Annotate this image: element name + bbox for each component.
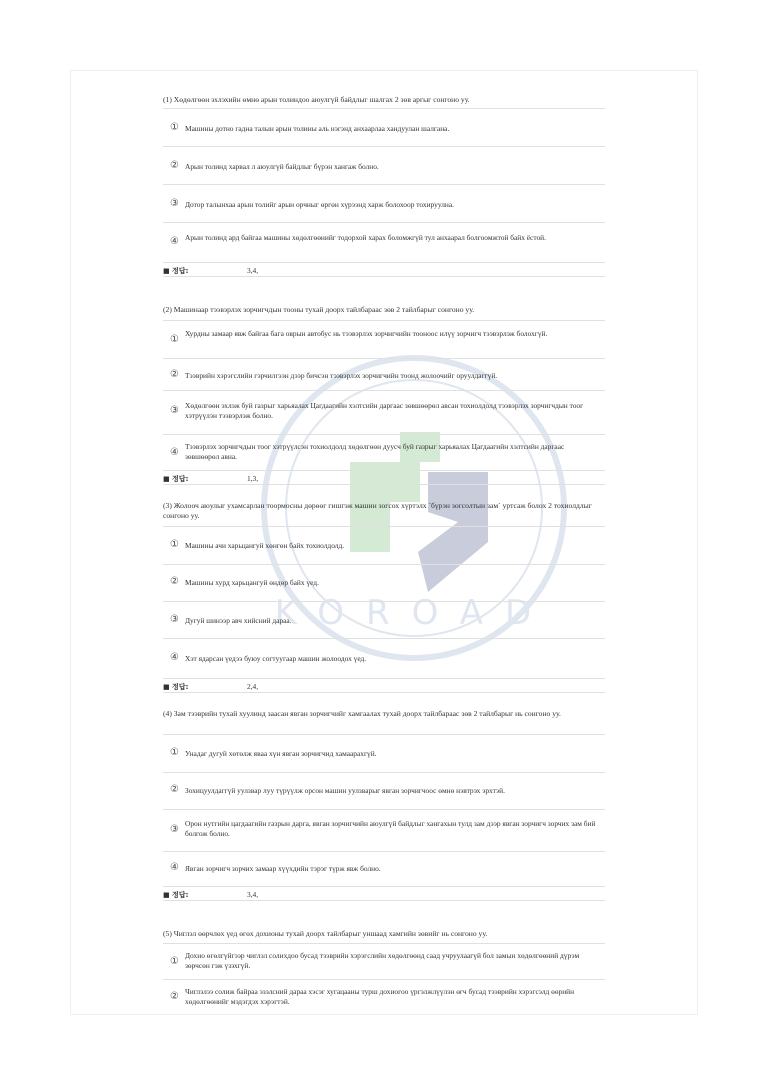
option-text: Машины дотно гадна талын арын толины аль нэгэнд анхаарлаа хандуулан шалгана. [185,124,450,133]
option-1[interactable] [163,108,605,146]
option-4[interactable] [163,638,605,678]
question-4 [163,709,605,899]
option-text: Унадаг дугуй хөтөлж явaa хүн явган зорчигчид хамаарахгүй. [185,749,377,758]
answer-label: ■ 정답: [163,891,189,899]
option-number: ① [170,539,179,550]
question-5 [163,929,605,1006]
option-1[interactable] [163,943,605,979]
option-number: ① [170,334,179,345]
option-text: Арын толинд ард байгаа машины хөдөлгөөнийг тодорхой харах боломжгүй тул анхаарал болгоомжтой байх ёстой. [185,233,546,242]
question-title: (4) Зам тээврийн тухай хуулинд заасан явган зорчигчийг хамгаалах тухай доорх тайлбараас зөв 2 тайлбарыг нь сонгоно уу. [163,709,561,718]
answer-row [163,262,605,277]
option-number: ④ [170,862,179,873]
option-text: Тээврийн хэрэгслийн гэрчилгээн дээр бичсэн тээвэрлэх зорчигчийн тоонд жолоочийг оруулдаггүй. [185,371,498,380]
option-number: ② [170,991,179,1002]
option-1[interactable] [163,320,605,358]
answer-value: 3,4, [247,266,259,275]
option-number: ④ [170,236,179,247]
answer-row [163,678,605,693]
option-number: ① [170,747,179,758]
question-title: (1) Хөдөлгөөн эхлэхийн өмнө арын толиндоо аюулгүй байдлыг шалгах 2 зөв аргыг сонгоно уу. [163,95,470,104]
option-text: Тээвэрлэх зорчигчдын тоог хэтрүүлсэн тохиолдолд хөдөлгөөн дуусч буй газрыг харьяалах Цагдаагийн хэлтсийн даргаас зөвшөөрөл авна. [185,442,565,461]
option-1[interactable] [163,734,605,772]
option-number: ② [170,576,179,587]
option-text: Орон нутгийн цагдаагийн газрын дарга, явган зорчигчийн аюулгүй байдлыг хангахын тулд зам дээр явган зорчигч зорчих зам бий болгож болно. [185,819,596,838]
option-2[interactable] [163,772,605,809]
option-3[interactable] [163,184,605,222]
option-2[interactable] [163,146,605,184]
question-2 [163,305,605,483]
option-number: ① [170,956,179,967]
option-number: ② [170,160,179,171]
option-number: ④ [170,652,179,663]
option-text: Хөдөлгөөн эхлэж буй газрыг харьяалах Цагдаагийн хэлтсийн даргаас зөвшөөрөл авсан тохиолдолд тээвэрлэх зорчигчдын тоог хэтрүүлэн тээвэрлэж болно. [185,401,584,420]
option-2[interactable] [163,358,605,390]
option-4[interactable] [163,434,605,470]
option-number: ② [170,784,179,795]
option-text: Дугуй шинээр авч хийсний дараа. [185,616,292,625]
answer-label: ■ 정답: [163,267,189,275]
option-text: Зохицуулдаггүй уулзвар луу түрүүлж орсон машин уулзварыг явган зорчигчоос өмнө нэвтрэх эрхтэй. [185,786,505,795]
option-3[interactable] [163,601,605,638]
option-text: Дотор талынхаа арын толийг арын орчныг өргөн хүрээнд харж болохоор тохируулна. [185,200,454,209]
option-text: Явган зорчигч зорчих замаар хүүхдийн тэрэг түрж явж болно. [185,864,381,873]
answer-label: ■ 정답: [163,683,189,691]
option-text: Хэт ядарсан үедээ буюу согтуугаар машин жолоодох үед. [185,654,367,663]
option-4[interactable] [163,222,605,262]
answer-value: 1,3, [247,474,259,483]
option-number: ③ [170,824,179,835]
option-1[interactable] [163,526,605,564]
option-number: ③ [170,614,179,625]
option-number: ① [170,122,179,133]
answer-value: 2,4, [247,682,259,691]
option-number: ② [170,369,179,380]
answer-value: 3,4, [247,890,259,899]
answer-row [163,470,605,485]
option-text: Чиглэлээ солиж байраа эзэлсний дараа хэсэг хугацааны турш дохиогоо үргэлжлүүлэн өгч бусад тээврийн хэрэгсэлд өөрийн хөдөлгөөнийг мэдэгдэх хэрэгтэй. [185,987,575,1006]
option-number: ④ [170,447,179,458]
option-text: Машины хурд харьцангуй өндөр байх үед. [185,578,319,587]
option-3[interactable] [163,390,605,434]
option-text: Арын толинд харвал л аюулгүй байдлыг бүрэн хангаж болно. [185,162,379,171]
option-text: Машины ачи харьцангуй хөнгөн байх тохиолдолд. [185,541,345,550]
option-text: Хурдны замаар явж байгаа бага оврын автобус нь тээвэрлэх зорчигчийн тооноос илүү зорчигч тээвэрлэж болохгүй. [185,329,548,338]
option-2[interactable] [163,564,605,601]
answer-row [163,886,605,901]
option-number: ③ [170,405,179,416]
question-title: (2) Машинаар тээвэрлэх зорчигчдын тооны тухай доорх тайлбараас зөв 2 тайлбарыг сонгоно уу. [163,305,475,314]
option-number: ③ [170,198,179,209]
option-text: Дохио өгөлгүйгээр чиглэл солихдоо бусад тээврийн хэрэгслийн хөдөлгөөнд саад учруулаагүй бол замын хөдөлгөөний дүрэм зөрчсөн гэж үзэхгүй. [185,951,580,970]
question-title: (3) Жолооч аюулыг ухамсарлан тоормосны дөрөөг гишгэж машин зогсох хүртэлх `бүрэн зогсолтын зам` уртсаж болох 2 тохиолдлыг сонгоно уу. [163,501,592,520]
question-1 [163,95,605,275]
question-title: (5) Чиглэл өөрчлөх үед өгөх дохионы тухай доорх тайлбарыг уншаад хамгийн зөвийг нь сонгоно уу. [163,929,488,938]
watermark-text: KOROAD [274,593,554,633]
answer-label: ■ 정답: [163,475,189,483]
option-3[interactable] [163,809,605,851]
option-2[interactable] [163,979,605,1013]
option-4[interactable] [163,851,605,886]
